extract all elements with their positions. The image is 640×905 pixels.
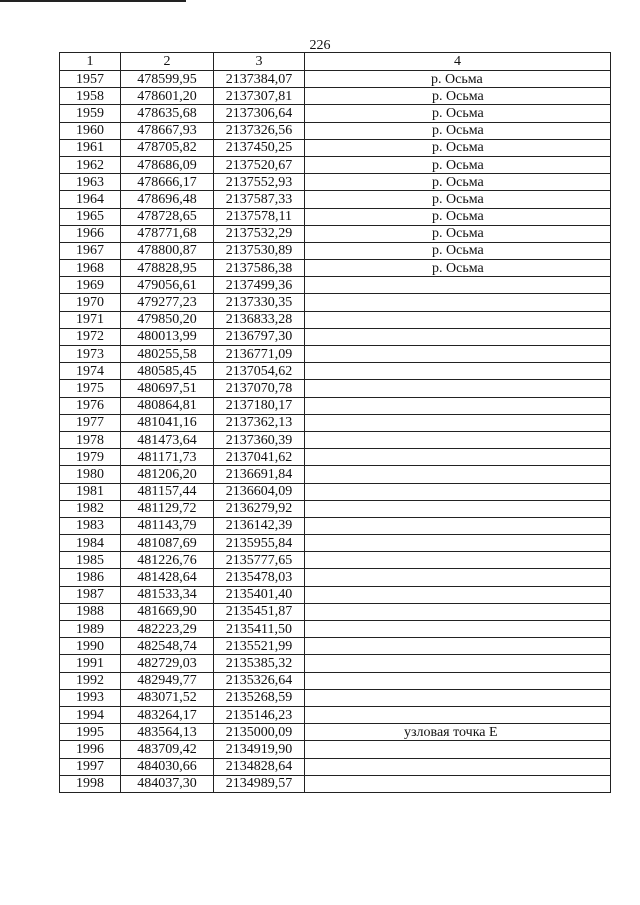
point-number-cell: 1981: [60, 483, 121, 500]
description-cell: [305, 672, 611, 689]
point-number-cell: 1996: [60, 741, 121, 758]
y-coordinate-cell: 2135451,87: [214, 603, 305, 620]
point-number-cell: 1998: [60, 775, 121, 792]
table-row: [60, 346, 611, 363]
description-cell: [305, 122, 611, 139]
description-cell: [305, 88, 611, 105]
y-coordinate-cell: 2137578,11: [214, 208, 305, 225]
point-number-cell: 1961: [60, 139, 121, 156]
y-coordinate-cell: 2134828,64: [214, 758, 305, 775]
table-row: [60, 294, 611, 311]
x-coordinate-cell: 481206,20: [121, 466, 214, 483]
y-coordinate-cell: 2137520,67: [214, 156, 305, 173]
point-number-cell: 1991: [60, 655, 121, 672]
point-number-cell: 1989: [60, 621, 121, 638]
table-row: [60, 380, 611, 397]
description-cell: [305, 277, 611, 294]
description-cell: [305, 535, 611, 552]
y-coordinate-cell: 2135268,59: [214, 689, 305, 706]
x-coordinate-cell: 479850,20: [121, 311, 214, 328]
point-number-cell: 1967: [60, 242, 121, 259]
x-coordinate-cell: 481171,73: [121, 449, 214, 466]
column-header: 4: [305, 53, 611, 71]
description-text: р. Осьма: [432, 243, 484, 259]
y-coordinate-cell: 2137552,93: [214, 174, 305, 191]
y-coordinate-cell: 2135326,64: [214, 672, 305, 689]
description-text: р. Осьма: [432, 157, 484, 173]
table-row: [60, 466, 611, 483]
description-cell: [305, 621, 611, 638]
x-coordinate-cell: 481129,72: [121, 500, 214, 517]
y-coordinate-cell: 2137384,07: [214, 71, 305, 88]
table-row: [60, 414, 611, 431]
table-row: [60, 363, 611, 380]
y-coordinate-cell: 2137587,33: [214, 191, 305, 208]
y-coordinate-cell: 2135521,99: [214, 638, 305, 655]
point-number-cell: 1975: [60, 380, 121, 397]
description-cell: [305, 380, 611, 397]
y-coordinate-cell: 2136142,39: [214, 517, 305, 534]
table-row: [60, 552, 611, 569]
description-cell: [305, 741, 611, 758]
description-text: р. Осьма: [432, 226, 484, 242]
description-cell: [305, 724, 611, 741]
description-cell: [305, 191, 611, 208]
description-text: р. Осьма: [432, 191, 484, 207]
table-row: [60, 139, 611, 156]
description-cell: [305, 775, 611, 792]
description-text: р. Осьма: [432, 123, 484, 139]
y-coordinate-cell: 2137530,89: [214, 242, 305, 259]
x-coordinate-cell: 478667,93: [121, 122, 214, 139]
table-row: [60, 586, 611, 603]
table-row: [60, 208, 611, 225]
description-text: р. Осьма: [432, 105, 484, 121]
x-coordinate-cell: 483071,52: [121, 689, 214, 706]
x-coordinate-cell: 480864,81: [121, 397, 214, 414]
y-coordinate-cell: 2136833,28: [214, 311, 305, 328]
y-coordinate-cell: 2135955,84: [214, 535, 305, 552]
x-coordinate-cell: 480697,51: [121, 380, 214, 397]
x-coordinate-cell: 482223,29: [121, 621, 214, 638]
y-coordinate-cell: 2137450,25: [214, 139, 305, 156]
x-coordinate-cell: 480255,58: [121, 346, 214, 363]
point-number-cell: 1972: [60, 328, 121, 345]
y-coordinate-cell: 2135000,09: [214, 724, 305, 741]
y-coordinate-cell: 2137180,17: [214, 397, 305, 414]
x-coordinate-cell: 479277,23: [121, 294, 214, 311]
x-coordinate-cell: 478686,09: [121, 156, 214, 173]
point-number-cell: 1970: [60, 294, 121, 311]
x-coordinate-cell: 483709,42: [121, 741, 214, 758]
table-row: [60, 483, 611, 500]
description-cell: [305, 655, 611, 672]
y-coordinate-cell: 2135146,23: [214, 706, 305, 723]
table-row: [60, 105, 611, 122]
point-number-cell: 1968: [60, 260, 121, 277]
description-cell: [305, 638, 611, 655]
table-row: [60, 603, 611, 620]
description-cell: [305, 260, 611, 277]
table-row: [60, 449, 611, 466]
y-coordinate-cell: 2137499,36: [214, 277, 305, 294]
y-coordinate-cell: 2135385,32: [214, 655, 305, 672]
y-coordinate-cell: 2134989,57: [214, 775, 305, 792]
y-coordinate-cell: 2135411,50: [214, 621, 305, 638]
description-cell: [305, 225, 611, 242]
point-number-cell: 1994: [60, 706, 121, 723]
column-header: 3: [214, 53, 305, 71]
point-number-cell: 1980: [60, 466, 121, 483]
description-cell: [305, 105, 611, 122]
point-number-cell: 1982: [60, 500, 121, 517]
page-number: 226: [309, 38, 331, 53]
coordinates-table: [59, 52, 611, 793]
description-cell: [305, 500, 611, 517]
x-coordinate-cell: 481226,76: [121, 552, 214, 569]
y-coordinate-cell: 2136797,30: [214, 328, 305, 345]
column-header: 1: [60, 53, 121, 71]
point-number-cell: 1986: [60, 569, 121, 586]
table-row: [60, 672, 611, 689]
y-coordinate-cell: 2137070,78: [214, 380, 305, 397]
point-number-cell: 1962: [60, 156, 121, 173]
description-text: р. Осьма: [432, 174, 484, 190]
x-coordinate-cell: 478635,68: [121, 105, 214, 122]
description-text: р. Осьма: [432, 209, 484, 225]
x-coordinate-cell: 481473,64: [121, 431, 214, 448]
table-row: [60, 775, 611, 792]
description-cell: [305, 706, 611, 723]
description-cell: [305, 346, 611, 363]
table-row: [60, 156, 611, 173]
table-row: [60, 191, 611, 208]
point-number-cell: 1957: [60, 71, 121, 88]
table-row: [60, 174, 611, 191]
description-cell: [305, 363, 611, 380]
table-row: [60, 311, 611, 328]
x-coordinate-cell: 478599,95: [121, 71, 214, 88]
description-cell: [305, 174, 611, 191]
x-coordinate-cell: 484030,66: [121, 758, 214, 775]
x-coordinate-cell: 478800,87: [121, 242, 214, 259]
description-cell: [305, 156, 611, 173]
description-text: узловая точка Е: [404, 724, 498, 740]
point-number-cell: 1988: [60, 603, 121, 620]
x-coordinate-cell: 482548,74: [121, 638, 214, 655]
y-coordinate-cell: 2136604,09: [214, 483, 305, 500]
point-number-cell: 1990: [60, 638, 121, 655]
point-number-cell: 1971: [60, 311, 121, 328]
y-coordinate-cell: 2137041,62: [214, 449, 305, 466]
description-cell: [305, 569, 611, 586]
description-cell: [305, 466, 611, 483]
description-text: р. Осьма: [432, 140, 484, 156]
description-cell: [305, 139, 611, 156]
point-number-cell: 1984: [60, 535, 121, 552]
table-row: [60, 225, 611, 242]
point-number-cell: 1959: [60, 105, 121, 122]
y-coordinate-cell: 2137586,38: [214, 260, 305, 277]
description-cell: [305, 242, 611, 259]
point-number-cell: 1960: [60, 122, 121, 139]
x-coordinate-cell: 481157,44: [121, 483, 214, 500]
table-row: [60, 724, 611, 741]
x-coordinate-cell: 483564,13: [121, 724, 214, 741]
description-cell: [305, 414, 611, 431]
x-coordinate-cell: 481143,79: [121, 517, 214, 534]
x-coordinate-cell: 481533,34: [121, 586, 214, 603]
point-number-cell: 1973: [60, 346, 121, 363]
top-rule: [0, 0, 186, 2]
point-number-cell: 1976: [60, 397, 121, 414]
table-row: [60, 260, 611, 277]
point-number-cell: 1966: [60, 225, 121, 242]
table-row: [60, 706, 611, 723]
table-row: [60, 242, 611, 259]
point-number-cell: 1977: [60, 414, 121, 431]
table-row: [60, 621, 611, 638]
table-header-row: [60, 53, 611, 71]
x-coordinate-cell: 478705,82: [121, 139, 214, 156]
x-coordinate-cell: 482729,03: [121, 655, 214, 672]
x-coordinate-cell: 480013,99: [121, 328, 214, 345]
description-text: р. Осьма: [432, 88, 484, 104]
x-coordinate-cell: 478728,65: [121, 208, 214, 225]
y-coordinate-cell: 2137307,81: [214, 88, 305, 105]
point-number-cell: 1963: [60, 174, 121, 191]
table-row: [60, 397, 611, 414]
table-row: [60, 88, 611, 105]
y-coordinate-cell: 2136691,84: [214, 466, 305, 483]
y-coordinate-cell: 2137360,39: [214, 431, 305, 448]
y-coordinate-cell: 2137326,56: [214, 122, 305, 139]
point-number-cell: 1993: [60, 689, 121, 706]
description-cell: [305, 208, 611, 225]
point-number-cell: 1974: [60, 363, 121, 380]
x-coordinate-cell: 478696,48: [121, 191, 214, 208]
column-header: 2: [121, 53, 214, 71]
x-coordinate-cell: 478666,17: [121, 174, 214, 191]
x-coordinate-cell: 478601,20: [121, 88, 214, 105]
description-text: р. Осьма: [431, 71, 483, 87]
description-cell: [305, 758, 611, 775]
description-cell: [305, 71, 611, 88]
y-coordinate-cell: 2136279,92: [214, 500, 305, 517]
table-row: [60, 741, 611, 758]
description-cell: [305, 517, 611, 534]
table-row: [60, 277, 611, 294]
y-coordinate-cell: 2134919,90: [214, 741, 305, 758]
point-number-cell: 1958: [60, 88, 121, 105]
description-cell: [305, 397, 611, 414]
point-number-cell: 1969: [60, 277, 121, 294]
point-number-cell: 1979: [60, 449, 121, 466]
description-cell: [305, 483, 611, 500]
x-coordinate-cell: 480585,45: [121, 363, 214, 380]
point-number-cell: 1987: [60, 586, 121, 603]
x-coordinate-cell: 481087,69: [121, 535, 214, 552]
table-row: [60, 431, 611, 448]
y-coordinate-cell: 2137362,13: [214, 414, 305, 431]
x-coordinate-cell: 482949,77: [121, 672, 214, 689]
description-cell: [305, 311, 611, 328]
point-number-cell: 1995: [60, 724, 121, 741]
description-cell: [305, 586, 611, 603]
table-row: [60, 638, 611, 655]
y-coordinate-cell: 2137532,29: [214, 225, 305, 242]
x-coordinate-cell: 483264,17: [121, 706, 214, 723]
x-coordinate-cell: 481041,16: [121, 414, 214, 431]
point-number-cell: 1965: [60, 208, 121, 225]
description-text: р. Осьма: [432, 260, 484, 276]
description-cell: [305, 552, 611, 569]
x-coordinate-cell: 481669,90: [121, 603, 214, 620]
point-number-cell: 1978: [60, 431, 121, 448]
y-coordinate-cell: 2137306,64: [214, 105, 305, 122]
coordinates-table-body: [60, 53, 611, 793]
y-coordinate-cell: 2137054,62: [214, 363, 305, 380]
point-number-cell: 1964: [60, 191, 121, 208]
table-row: [60, 535, 611, 552]
description-cell: [305, 449, 611, 466]
table-row: [60, 71, 611, 88]
table-row: [60, 655, 611, 672]
table-row: [60, 758, 611, 775]
y-coordinate-cell: 2137330,35: [214, 294, 305, 311]
y-coordinate-cell: 2135478,03: [214, 569, 305, 586]
point-number-cell: 1992: [60, 672, 121, 689]
x-coordinate-cell: 484037,30: [121, 775, 214, 792]
description-cell: [305, 689, 611, 706]
point-number-cell: 1983: [60, 517, 121, 534]
description-cell: [305, 294, 611, 311]
x-coordinate-cell: 479056,61: [121, 277, 214, 294]
description-cell: [305, 603, 611, 620]
description-cell: [305, 431, 611, 448]
y-coordinate-cell: 2135401,40: [214, 586, 305, 603]
point-number-cell: 1985: [60, 552, 121, 569]
table-row: [60, 122, 611, 139]
table-row: [60, 517, 611, 534]
x-coordinate-cell: 478771,68: [121, 225, 214, 242]
description-cell: [305, 328, 611, 345]
table-row: [60, 569, 611, 586]
y-coordinate-cell: 2136771,09: [214, 346, 305, 363]
table-row: [60, 328, 611, 345]
point-number-cell: 1997: [60, 758, 121, 775]
table-row: [60, 689, 611, 706]
table-row: [60, 500, 611, 517]
x-coordinate-cell: 481428,64: [121, 569, 214, 586]
y-coordinate-cell: 2135777,65: [214, 552, 305, 569]
x-coordinate-cell: 478828,95: [121, 260, 214, 277]
